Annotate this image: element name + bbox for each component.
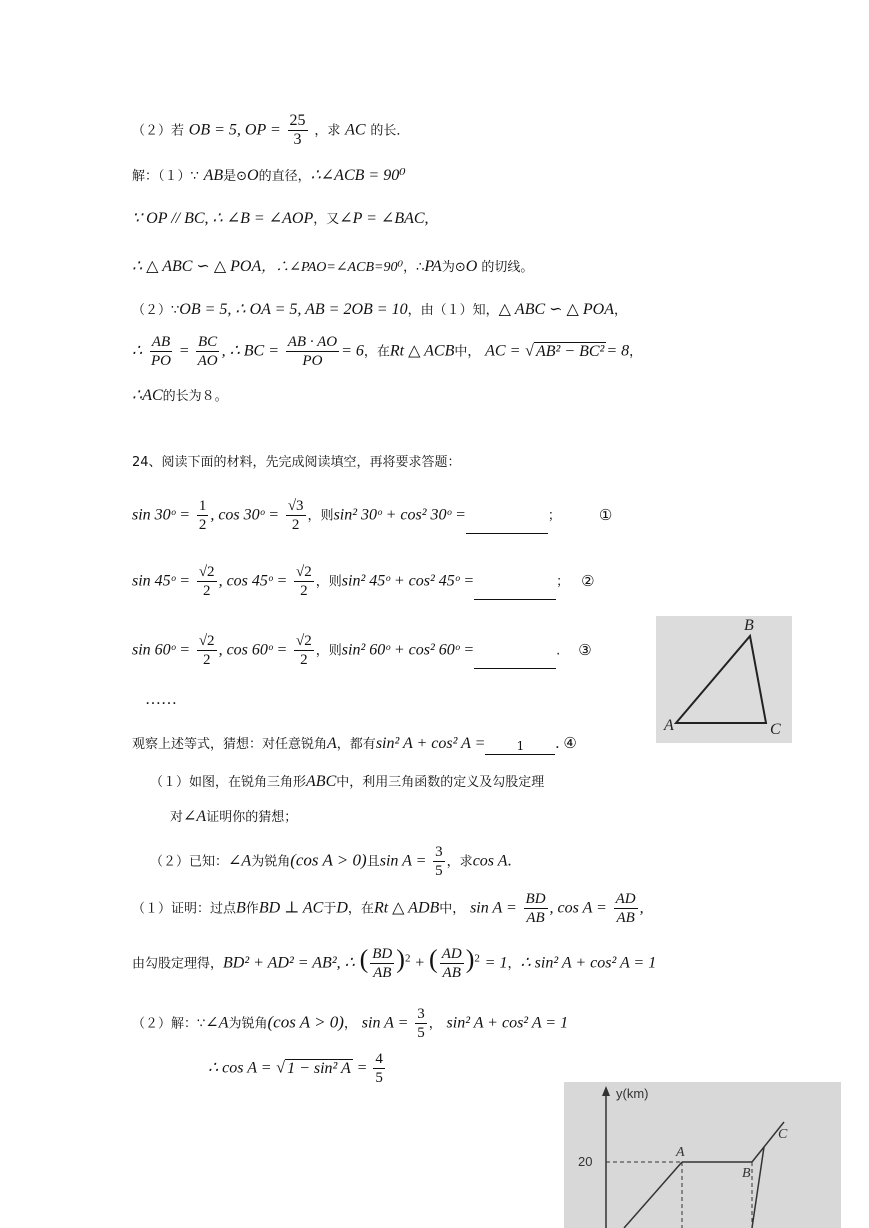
q23-solution-1: 解：（１）∵ AB是⊙O的直径，∴∠ACB = 90⁰ [132,167,406,184]
q24-sol4: ∴ cos A = √ 1 − sin² A = $\frac{4}{5}$ [208,1051,383,1086]
triangle-diagram [656,616,792,743]
q23-solution-4: （２）∵OB = 5, ∴ OA = 5, AB = 2OB = 10，由（１）知，△ ABC ∽ △ POA， [132,301,627,318]
mark-1: ① [598,505,613,524]
q23-solution-5: ∴ $\frac{AB}{PO}$ = $\frac{BC}{AO}$ , ∴ BC = $\frac{AB \cdot AO}{PO}$ = 6，在Rt △ ACB中， AC = √ AB² − BC² = 8， [132,334,643,369]
q24-part1-cont: 对∠A证明你的猜想； [170,808,298,825]
vertex-label-a: A [664,717,674,734]
q23-part2: （２）若 OB = 5, OP = $\frac{25}{3}$ ，求 AC 的长． [132,112,410,148]
q24-sol1: （１）证明：过点B作BD ⊥ AC于D，在Rt △ ADB中， sin A = $\frac{BD}{AB}$ , cos A = $\frac{AD}{AB}$ , [132,891,644,926]
mark-2: ② [581,571,595,590]
part2-fraction: $\frac{25}{3}$ [289,112,306,148]
answer-blank-2 [474,583,556,600]
point-label-c: C [778,1127,788,1142]
q24-part2: （２）已知：∠A为锐角(cos A > 0)且sin A = $\frac{3}{5}$ ，求cos A. [150,844,512,879]
q24-eq1: sin 30ᵒ = $\frac{1}{2}$ , cos 30ᵒ = $\frac{√3}{2}$ ，则sin² 30ᵒ + cos² 30ᵒ = ； ① [132,498,613,533]
part2-label: （２）若 [132,123,185,139]
vertex-label-c: C [770,721,781,738]
vertex-label-b: B [744,617,754,634]
distance-graph [564,1082,841,1228]
point-label-b: B [742,1166,751,1181]
q24-part1: （１）如图，在锐角三角形ABC中，利用三角函数的定义及勾股定理 [150,773,545,790]
answer-blank-4: 1 [485,738,555,755]
q24-observation: 观察上述等式，猜想：对任意锐角A，都有sin² A + cos² A = 1 . ④ [132,734,577,753]
segment-oa [624,1162,682,1228]
q23-solution-3: ∴ △ ABC ∽ △ POA，∴∠PAO=∠ACB=90⁰，∴PA为⊙O 的切线。 [132,258,534,275]
q23-solution-2: ∵ OP // BC, ∴ ∠B = ∠AOP，又∠P = ∠BAC, [132,210,429,227]
q24-eq3: sin 60ᵒ = $\frac{√2}{2}$ , cos 60ᵒ = $\frac{√2}{2}$ ，则sin² 60ᵒ + cos² 60ᵒ = . ③ [132,633,592,668]
y-axis-label: y(km) [616,1086,649,1101]
y-axis-arrow [602,1086,610,1096]
ellipsis: …… [145,691,177,708]
part2-cond: OB = 5, OP = [188,121,281,139]
q24-eq2: sin 45ᵒ = $\frac{√2}{2}$ , cos 45ᵒ = $\frac{√2}{2}$ ，则sin² 45ᵒ + cos² 45ᵒ = ； ② [132,564,595,599]
graph-figure [564,1082,841,1228]
q24-sol2: 由勾股定理得，BD² + AD² = AB², ∴ ( $\frac{BD}{AB}$ )$^2$ + ( $\frac{AD}{AB}$ )$^2$ = 1，∴ sin² A + cos² A = 1 [132,944,657,981]
triangle-shape [676,636,766,723]
mark-4: ④ [563,734,577,752]
q23-solution-6: ∴AC的长为８。 [132,387,228,404]
y-tick-20: 20 [578,1154,593,1169]
q24-title: 24、阅读下面的材料，先完成阅读填空，再将要求答题： [132,455,461,470]
triangle-figure [656,616,792,743]
mark-3: ③ [578,640,592,659]
answer-blank-3 [474,652,556,669]
q24-sol3: （２）解：∵∠A为锐角(cos A > 0)， sin A = $\frac{3}{5}$ ， sin² A + cos² A = 1 [132,1006,569,1041]
answer-blank-1 [466,517,548,534]
point-label-a: A [676,1145,685,1160]
